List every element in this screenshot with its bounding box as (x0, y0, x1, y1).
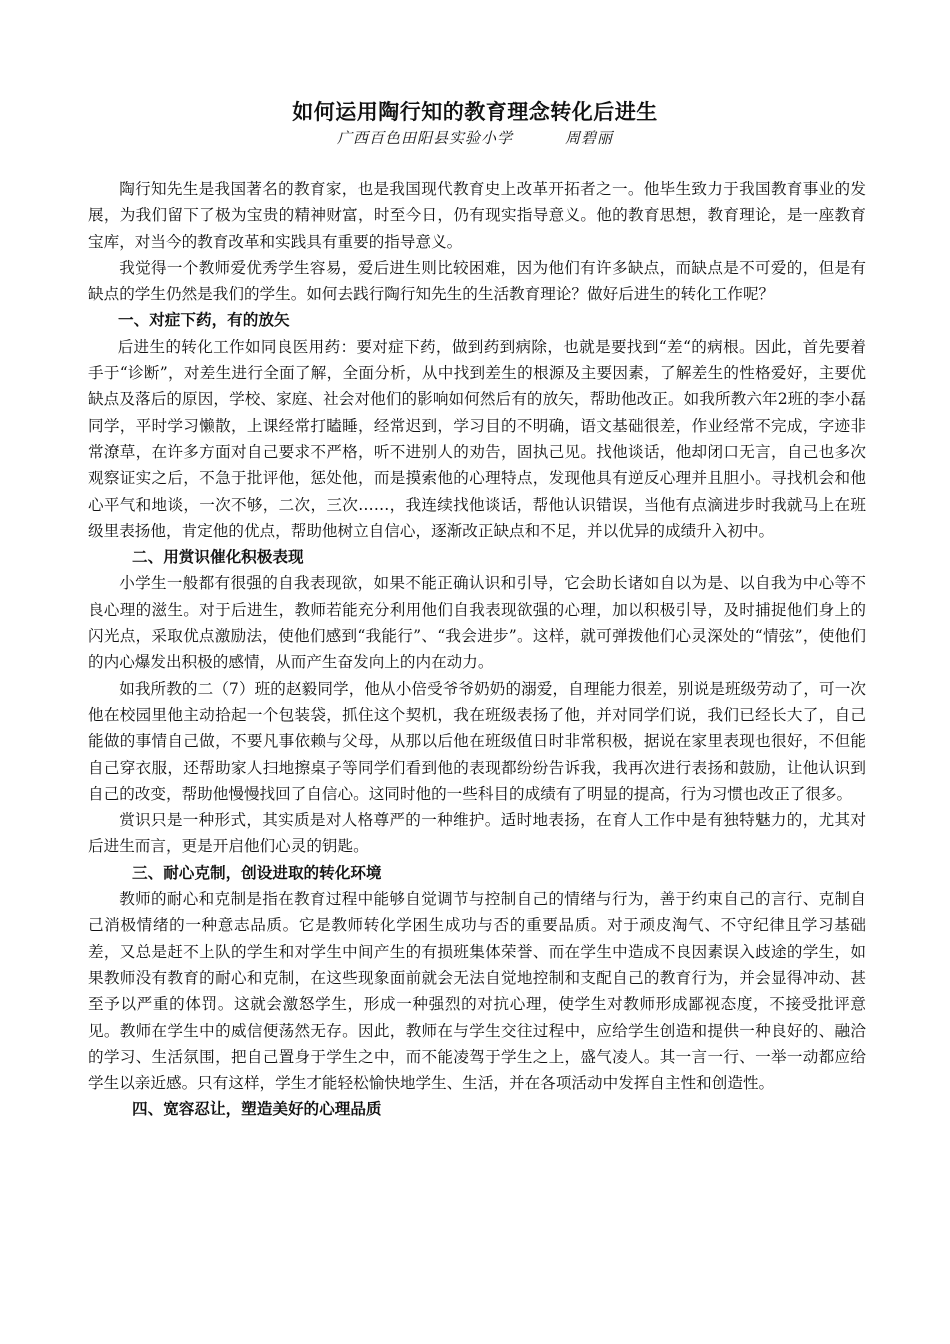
body-paragraph: 赏识只是一种形式，其实质是对人格尊严的一种维护。适时地表扬，在育人工作中是有独特魅力的，尤其对后进生而言，更是开启他们心灵的钥匙。 (88, 811, 866, 856)
section-heading: 四、宽容忍让，塑造美好的心理品质 (132, 1100, 382, 1119)
school-name: 广西百色田阳县实验小学 (336, 129, 513, 147)
section-heading: 二、用赏识催化积极表现 (132, 548, 304, 567)
body-paragraph: 如我所教的二（7）班的赵毅同学，他从小倍受爷爷奶奶的溺爱，自理能力很差，别说是班级劳动了，可一次他在校园里他主动拾起一个包装袋，抓住这个契机，我在班级表扬了他，并对同学们说，我们已经长大了，自己能做的事情自己做，不要凡事依赖与父母，从那以后他在班级值日时非常积极，据说在家里表现也很好，不但能自己穿衣服，还帮助家人扫地擦桌子等同学们看到他的表现都纷纷告诉我，我再次进行表扬和鼓励，让他认识到自己的改变，帮助他慢慢找回了自信心。这同时他的一些科目的成绩有了明显的提高，行为习惯也改正了很多。 (88, 679, 866, 803)
body-paragraph: 小学生一般都有很强的自我表现欲，如果不能正确认识和引导，它会助长诸如自以为是、以自我为中心等不良心理的滋生。对于后进生，教师若能充分利用他们自我表现欲强的心理，加以积极引导，及时捕捉他们身上的闪光点，采取优点激励法，使他们感到“我能行”、“我会进步”。这样，就可弹拨他们心灵深处的“情弦”，使他们的内心爆发出积极的感情，从而产生奋发向上的内在动力。 (88, 574, 866, 672)
article-body (88, 176, 866, 1123)
author-name: 周碧丽 (565, 129, 614, 147)
document-title: 如何运用陶行知的教育理念转化后进生 (292, 100, 658, 124)
body-paragraph: 教师的耐心和克制是指在教育过程中能够自觉调节与控制自己的情绪与行为，善于约束自己的言行、克制自己消极情绪的一种意志品质。它是教师转化学困生成功与否的重要品质。对于顽皮淘气、不守纪律且学习基础差，又总是赶不上队的学生和对学生中间产生的有损班集体荣誉、而在学生中造成不良因素误入歧途的学生，如果教师没有教育的耐心和克制，在这些现象面前就会无法自觉地控制和支配自己的教育行为，并会显得冲动、甚至予以严重的体罚。这就会激怒学生，形成一种强烈的对抗心理，使学生对教师形成鄙视态度，不接受批评意见。教师在学生中的威信便荡然无存。因此，教师在与学生交往过程中，应给学生创造和提供一种良好的、融洽的学习、生活氛围，把自己置身于学生之中，而不能凌驾于学生之上，盛气凌人。其一言一行、一举一动都应给学生以亲近感。只有这样，学生才能轻松愉快地学生、生活，并在各项活动中发挥自主性和创造性。 (88, 890, 866, 1093)
body-paragraph: 后进生的转化工作如同良医用药：要对症下药，做到药到病除，也就是要找到“差“的病根。因此，首先要着手于“诊断”，对差生进行全面了解，全面分析，从中找到差生的根源及主要因素，了解差生的性格爱好，主要优缺点及落后的原因，学校、家庭、社会对他们的影响如何然后有的放矢，帮助他改正。如我所教六年2班的李小磊同学，平时学习懒散，上课经常打瞌睡，经常迟到，学习目的不明确，语文基础很差，作业经常不完成，字迹非常潦草，在许多方面对自己要求不严格，听不进别人的劝告，固执己见。找他谈话，他却闭口无言，自己也多次观察证实之后，不急于批评他，惩处他，而是摸索他的心理特点，发现他具有逆反心理并且胆小。寻找机会和他心平气和地谈，一次不够，二次，三次……，我连续找他谈话，帮他认识错误，当他有点滴进步时我就马上在班级里表扬他，肯定他的优点，帮助他树立自信心，逐渐改正缺点和不足，并以优异的成绩升入初中。 (88, 337, 866, 540)
section-heading: 一、对症下药，有的放矢 (118, 311, 290, 330)
section-heading: 三、耐心克制，创设进取的转化环境 (132, 863, 382, 882)
byline (0, 127, 950, 148)
body-paragraph: 陶行知先生是我国著名的教育家，也是我国现代教育史上改革开拓者之一。他毕生致力于我国教育事业的发展，为我们留下了极为宝贵的精神财富，时至今日，仍有现实指导意义。他的教育思想，教育理论，是一座教育宝库，对当今的教育改革和实践具有重要的指导意义。 (88, 180, 866, 251)
body-paragraph: 我觉得一个教师爱优秀学生容易，爱后进生则比较困难，因为他们有许多缺点，而缺点是不可爱的，但是有缺点的学生仍然是我们的学生。如何去践行陶行知先生的生活教育理论？做好后进生的转化工作呢？ (88, 258, 866, 304)
